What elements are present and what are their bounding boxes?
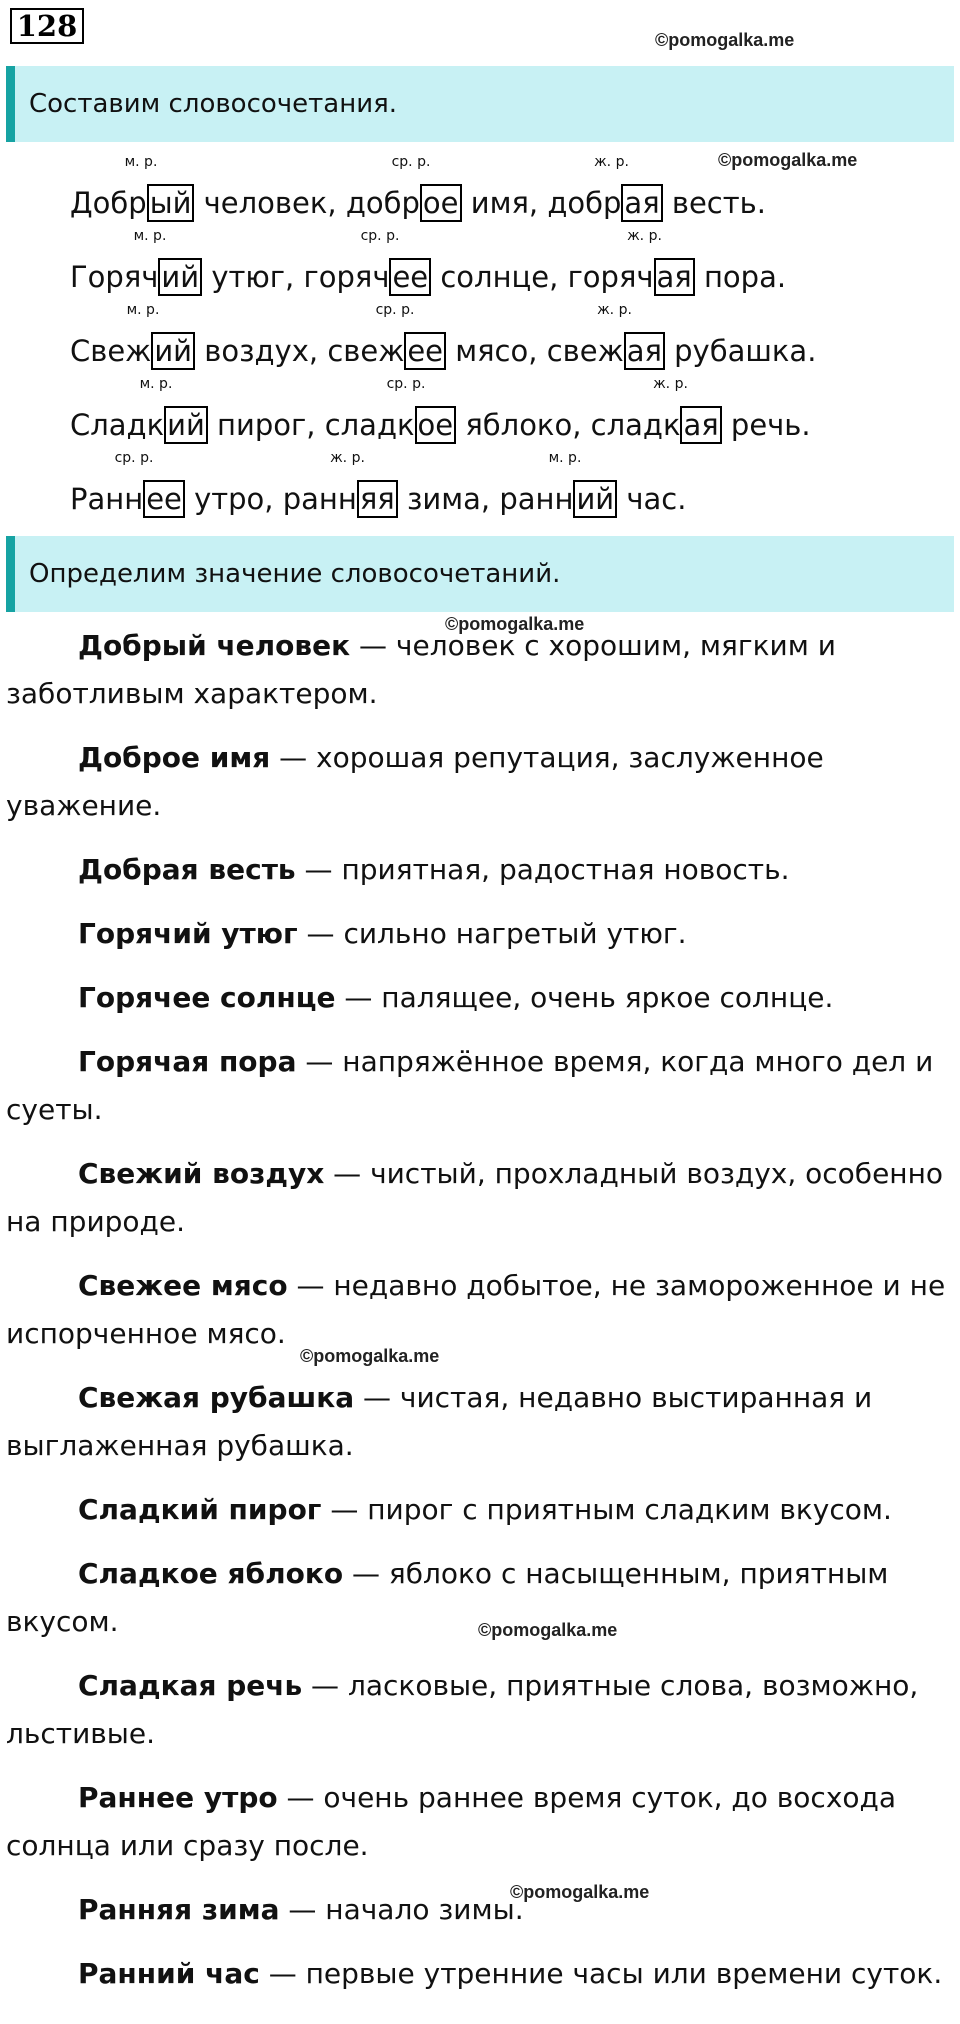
phrase-text: Ранн ее утро, ранн яя зима, ранн ий час. xyxy=(70,482,687,516)
definition-text: — палящее, очень яркое солнце. xyxy=(335,981,834,1014)
gender-label: ж. р. xyxy=(627,228,662,244)
definition-paragraph xyxy=(6,974,946,1022)
watermark: ©pomogalka.me xyxy=(510,1882,650,1902)
gender-label: м. р. xyxy=(548,450,582,466)
definition-term: Горячий утюг xyxy=(78,917,298,950)
definition-term: Сладкая речь xyxy=(78,1669,303,1702)
definition-text: — человек с хорошим, мягким и заботливым характером. xyxy=(6,629,836,710)
word-ending-box: ее xyxy=(404,332,446,370)
definition-term: Ранняя зима xyxy=(78,1893,280,1926)
gender-label: ср. р. xyxy=(391,154,431,170)
phrase-text: Горяч ий утюг, горяч ее солнце, горяч ая пора. xyxy=(70,260,787,294)
definition-text: — сильно нагретый утюг. xyxy=(297,917,687,950)
definition-paragraph xyxy=(6,1550,946,1646)
definition-paragraph xyxy=(6,910,946,958)
definition-term: Свежая рубашка xyxy=(78,1381,355,1414)
section-header xyxy=(6,66,954,142)
section-title: Составим словосочетания. xyxy=(29,89,398,119)
definition-term: Раннее утро xyxy=(78,1781,278,1814)
definition-term: Добрый человек xyxy=(78,629,351,662)
word-ending-box: ое xyxy=(420,184,462,222)
word-ending-box: ая xyxy=(621,184,662,222)
definition-paragraph xyxy=(6,1950,946,1998)
word-ending-box: ое xyxy=(415,406,457,444)
word-ending-box: ая xyxy=(624,332,665,370)
definition-term: Горячее солнце xyxy=(78,981,336,1014)
definition-text: — очень раннее время суток, до восхода солнца или сразу после. xyxy=(6,1781,897,1862)
definition-paragraph xyxy=(6,1486,946,1534)
definition-text: — хорошая репутация, заслуженное уважение. xyxy=(6,741,824,822)
gender-label: ж. р. xyxy=(594,154,629,170)
definition-text: — чистый, прохладный воздух, особенно на природе. xyxy=(6,1157,944,1238)
word-ending-box: ая xyxy=(680,406,721,444)
word-ending-box: ее xyxy=(389,258,431,296)
gender-label: ж. р. xyxy=(653,376,688,392)
gender-label: м. р. xyxy=(126,302,160,318)
gender-label: ср. р. xyxy=(375,302,415,318)
word-ending-box: ий xyxy=(164,406,208,444)
definition-term: Свежий воздух xyxy=(78,1157,325,1190)
gender-label: м. р. xyxy=(133,228,167,244)
definition-term: Горячая пора xyxy=(78,1045,297,1078)
phrase-line xyxy=(70,450,950,524)
phrase-line xyxy=(70,302,950,376)
definition-term: Доброе имя xyxy=(78,741,271,774)
gender-label: м. р. xyxy=(139,376,173,392)
watermark: ©pomogalka.me xyxy=(718,150,858,170)
gender-label: ср. р. xyxy=(360,228,400,244)
word-ending-box: ая xyxy=(654,258,695,296)
definition-text: — начало зимы. xyxy=(279,1893,524,1926)
word-ending-box: ий xyxy=(573,480,617,518)
watermark: ©pomogalka.me xyxy=(445,614,585,634)
watermark: ©pomogalka.me xyxy=(300,1346,440,1366)
definition-paragraph xyxy=(6,1262,946,1358)
definition-term: Сладкое яблоко xyxy=(78,1557,344,1590)
phrase-text: Добр ый человек, добр ое имя, добр ая весть. xyxy=(70,186,766,220)
definition-term: Ранний час xyxy=(78,1957,260,1990)
definition-term: Добрая весть xyxy=(78,853,296,886)
definition-text: — первые утренние часы или времени суток. xyxy=(259,1957,943,1990)
gender-label: ср. р. xyxy=(386,376,426,392)
phrase-line xyxy=(70,154,950,228)
gender-label: ср. р. xyxy=(114,450,154,466)
section-title: Определим значение словосочетаний. xyxy=(29,559,561,589)
word-ending-box: яя xyxy=(357,480,398,518)
section-header xyxy=(6,536,954,612)
phrase-text: Свеж ий воздух, свеж ее мясо, свеж ая рубашка. xyxy=(70,334,817,368)
definition-paragraph xyxy=(6,1662,946,1758)
word-ending-box: ий xyxy=(151,332,195,370)
definition-text: — напряжённое время, когда много дел и суеты. xyxy=(6,1045,934,1126)
definition-paragraph xyxy=(6,1150,946,1246)
definition-text: — пирог с приятным сладким вкусом. xyxy=(321,1493,892,1526)
phrase-line xyxy=(70,376,950,450)
word-ending-box: ий xyxy=(158,258,202,296)
definition-text: — приятная, радостная новость. xyxy=(295,853,790,886)
watermark: ©pomogalka.me xyxy=(478,1620,618,1640)
definition-text: — чистая, недавно выстиранная и выглаженная рубашка. xyxy=(6,1381,873,1462)
definition-paragraph xyxy=(6,1886,946,1934)
definition-paragraph xyxy=(6,622,946,718)
definition-text: — ласковые, приятные слова, возможно, льстивые. xyxy=(6,1669,919,1750)
definition-text: — яблоко с насыщенным, приятным вкусом. xyxy=(6,1557,889,1638)
definition-paragraph xyxy=(6,846,946,894)
phrase-text: Сладк ий пирог, сладк ое яблоко, сладк ая речь. xyxy=(70,408,811,442)
gender-label: ж. р. xyxy=(330,450,365,466)
watermark: ©pomogalka.me xyxy=(655,30,795,50)
definition-term: Сладкий пирог xyxy=(78,1493,322,1526)
definition-term: Свежее мясо xyxy=(78,1269,288,1302)
definition-paragraph xyxy=(6,1774,946,1870)
gender-label: ж. р. xyxy=(597,302,632,318)
definition-paragraph xyxy=(6,734,946,830)
exercise-number: 128 xyxy=(10,8,84,44)
word-ending-box: ее xyxy=(143,480,185,518)
word-ending-box: ый xyxy=(147,184,195,222)
gender-label: м. р. xyxy=(124,154,158,170)
definition-text: — недавно добытое, не замороженное и не испорченное мясо. xyxy=(6,1269,946,1350)
definition-paragraph xyxy=(6,1038,946,1134)
phrase-line xyxy=(70,228,950,302)
definition-paragraph xyxy=(6,1374,946,1470)
